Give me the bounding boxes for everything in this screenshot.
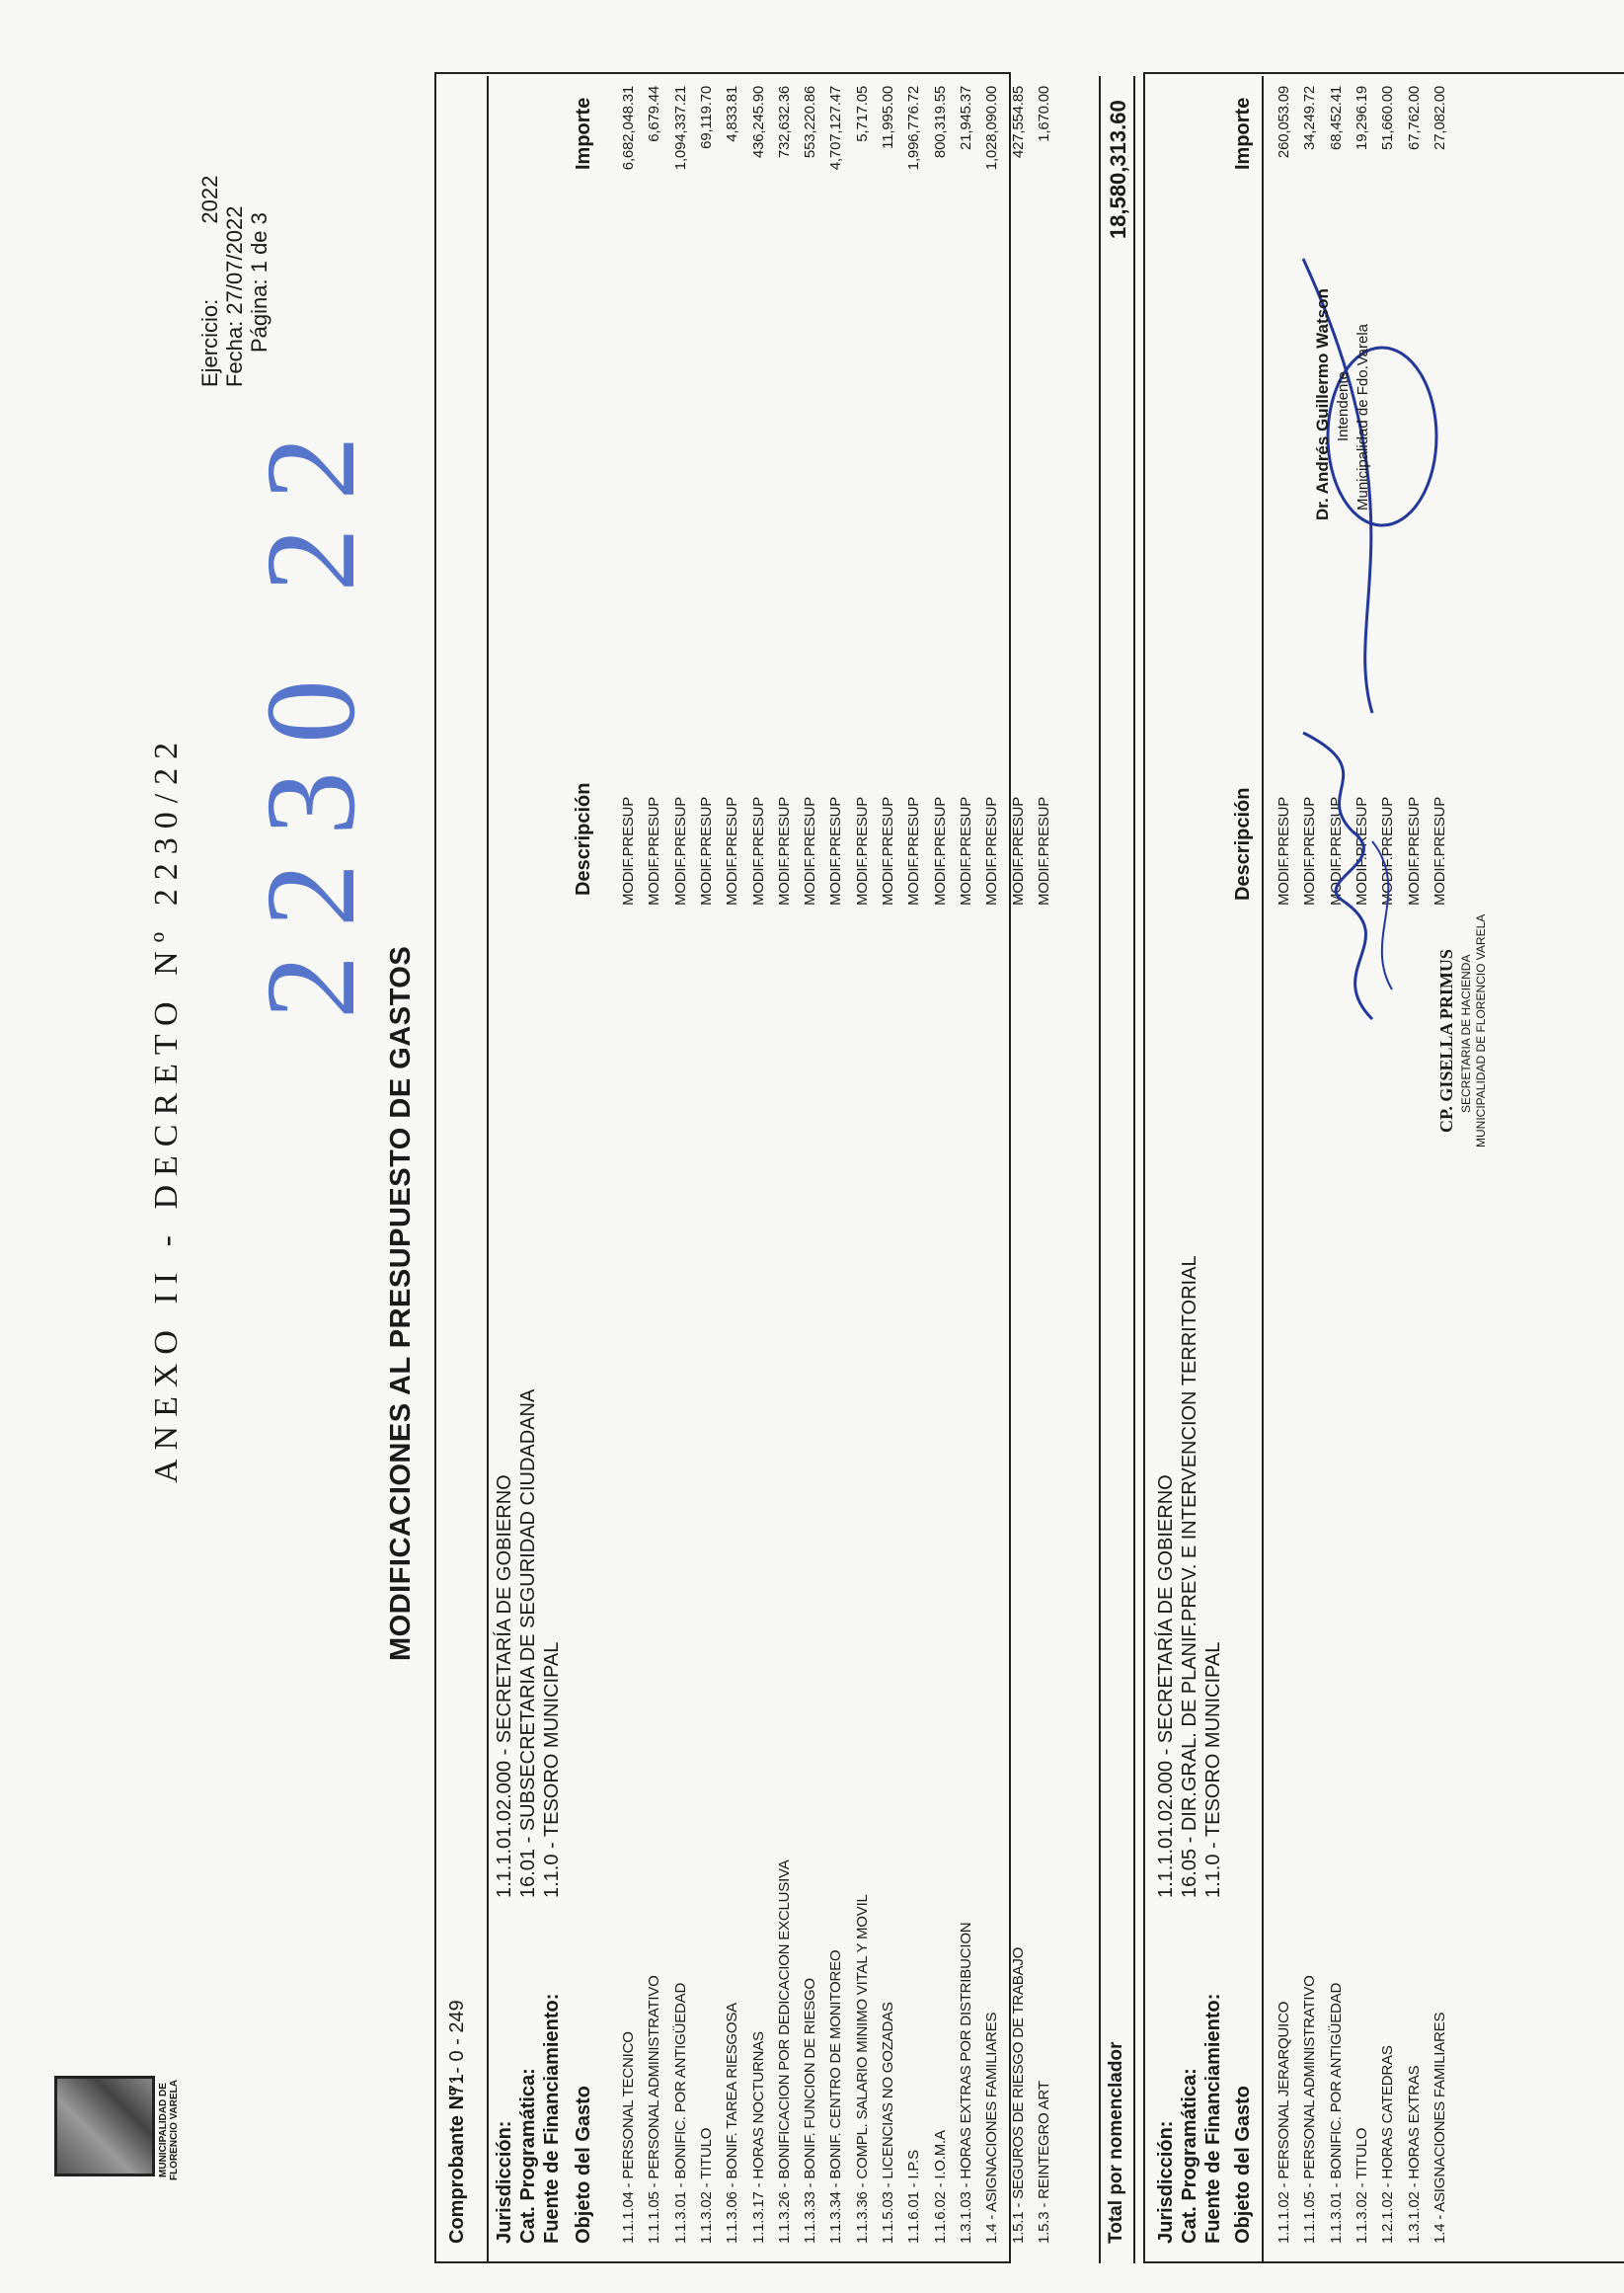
table-row-descripcion: MODIF.PRESUP [880, 796, 896, 906]
table-row-importe: 1,028,090.00 [983, 86, 1001, 171]
table-row-importe: 732,632.36 [775, 86, 793, 159]
table-row-objeto: 1.1.1.05 - PERSONAL ADMINISTRATIVO [646, 1975, 663, 2244]
table-row-descripcion: MODIF.PRESUP [1431, 796, 1448, 906]
table-row-objeto: 1.2.1.02 - HORAS CATEDRAS [1379, 2045, 1397, 2244]
pagina: Página: 1 de 3 [247, 212, 271, 353]
table-row-importe: 427,554.85 [1009, 86, 1027, 159]
table-row-importe: 800,319.55 [931, 86, 949, 159]
table-row-descripcion: MODIF.PRESUP [620, 796, 637, 906]
s2-importe-header: Importe [1232, 97, 1254, 170]
s1-jurisdiccion: 1.1.1.01.02.000 - SECRETARÍA DE GOBIERNO [494, 1474, 515, 1898]
s1-cat: 16.01 - SUBSECRETARIA DE SEGURIDAD CIUDADANA [517, 1388, 539, 1898]
table-row-objeto: 1.5.3 - REINTEGRO ART [1035, 2081, 1052, 2244]
table-row-descripcion: MODIF.PRESUP [724, 796, 741, 906]
table-row-objeto: 1.1.3.33 - BONIF. FUNCION DE RIESGO [802, 1978, 819, 2244]
table-row-objeto: 1.1.1.04 - PERSONAL TECNICO [620, 2031, 637, 2244]
table-row-descripcion: MODIF.PRESUP [775, 796, 793, 906]
table-row-objeto: 1.1.3.26 - BONIFICACION POR DEDICACION EXCLUSIVA [775, 1859, 793, 2244]
table-row-importe: 34,249.72 [1301, 86, 1319, 150]
s2-jurisdiccion: 1.1.1.01.02.000 - SECRETARÍA DE GOBIERNO [1155, 1474, 1177, 1898]
comprobante-label: Comprobante Nº : [446, 2076, 468, 2244]
table-row-importe: 68,452.41 [1327, 86, 1345, 150]
table-row-importe: 51,660.00 [1379, 86, 1397, 150]
total-label: Total por nomenclador [1106, 2041, 1126, 2244]
s1-importe-header: Importe [573, 97, 594, 170]
table-row-descripcion: MODIF.PRESUP [1353, 796, 1370, 906]
fecha: Fecha: 27/07/2022 [222, 205, 247, 387]
s2-cat: 16.05 - DIR.GRAL. DE PLANIF.PREV. E INTERVENCION TERRITORIAL [1179, 1255, 1200, 1898]
table-row-objeto: 1.1.5.03 - LICENCIAS NO GOZADAS [880, 2002, 896, 2244]
table-row-objeto: 1.4 - ASIGNACIONES FAMILIARES [1431, 2012, 1448, 2244]
table-row-objeto: 1.1.3.02 - TITULO [697, 2127, 715, 2244]
table-row-importe: 11,995.00 [880, 86, 896, 149]
table-row-objeto: 1.4 - ASIGNACIONES FAMILIARES [983, 2012, 1001, 2244]
table-row-objeto: 1.1.3.01 - BONIFIC. POR ANTIGÜEDAD [1327, 1982, 1345, 2244]
table-row-importe: 69,119.70 [697, 86, 715, 149]
table-row-importe: 1,670.00 [1035, 86, 1052, 142]
right-signature-role: Intendente [1335, 371, 1352, 441]
table-row-importe: 436,245.90 [749, 86, 767, 159]
ejercicio-value: 2022 [197, 175, 222, 224]
s2-fuente: 1.1.0 - TESORO MUNICIPAL [1202, 1641, 1224, 1898]
table-row-importe: 1,996,776.72 [905, 86, 923, 171]
table-row-importe: 5,717.05 [853, 86, 871, 142]
table-row-descripcion: MODIF.PRESUP [646, 796, 663, 906]
table-row-importe: 260,053.09 [1276, 86, 1292, 159]
table-row-importe: 67,762.00 [1405, 86, 1423, 150]
table-row-importe: 4,707,127.47 [827, 86, 845, 171]
table-row-descripcion: MODIF.PRESUP [1405, 796, 1423, 906]
table-row-importe: 6,679.44 [646, 86, 663, 142]
s2-fuente-label: Fuente de Financiamiento: [1202, 1993, 1224, 2244]
table-row-importe: 6,682,048.31 [620, 86, 637, 171]
left-signature-role: SECRETARIA DE HACIENDA [1459, 954, 1473, 1113]
table-row-descripcion: MODIF.PRESUP [1035, 796, 1052, 906]
table-row-objeto: 1.1.3.06 - BONIF. TAREA RIESGOSA [724, 2003, 741, 2244]
table-row-objeto: 1.3.1.03 - HORAS EXTRAS POR DISTRIBUCION [957, 1922, 974, 2244]
table-row-descripcion: MODIF.PRESUP [983, 796, 1001, 906]
s1-fuente: 1.1.0 - TESORO MUNICIPAL [541, 1641, 563, 1898]
right-signature-org: Municipalidad de Fdo.Varela [1354, 323, 1371, 511]
table-row-objeto: 1.5.1 - SEGUROS DE RIESGO DE TRABAJO [1009, 1946, 1027, 2244]
section1-box [434, 72, 1011, 2263]
table-row-objeto: 1.1.6.02 - I.O.M.A [931, 2130, 949, 2244]
s1-descripcion-header: Descripción [573, 782, 594, 896]
municipality-name: MUNICIPALIDAD DE FLORENCIO VARELA [158, 2079, 180, 2181]
table-row-descripcion: MODIF.PRESUP [749, 796, 767, 906]
table-row-importe: 4,833.81 [724, 86, 741, 142]
table-row-objeto: 1.1.3.36 - COMPL. SALARIO MINIMO VITAL Y MOVIL [853, 1894, 871, 2244]
table-row-importe: 553,220.86 [802, 86, 819, 159]
table-row-descripcion: MODIF.PRESUP [1009, 796, 1027, 906]
ejercicio-label: Ejercicio: [197, 298, 222, 387]
s1-jurisdiccion-label: Jurisdicción: [494, 2120, 515, 2244]
table-row-objeto: 1.1.3.02 - TITULO [1353, 2127, 1370, 2244]
left-signature-name: CP. GISELLA PRIMUS [1436, 949, 1456, 1133]
handwritten-decree-number: 2230 22 [240, 408, 382, 1019]
table-row-importe: 19,296.19 [1353, 86, 1370, 150]
table-row-descripcion: MODIF.PRESUP [671, 796, 689, 906]
page-title: MODIFICACIONES AL PRESUPUESTO DE GASTOS [385, 945, 417, 1661]
table-row-descripcion: MODIF.PRESUP [1301, 796, 1319, 906]
table-row-objeto: 1.1.1.05 - PERSONAL ADMINISTRATIVO [1301, 1975, 1319, 2244]
s1-cat-label: Cat. Programática: [517, 2068, 539, 2244]
table-row-importe: 1,094,337.21 [671, 86, 689, 171]
s2-cat-label: Cat. Programática: [1179, 2068, 1200, 2244]
s2-descripcion-header: Descripción [1232, 787, 1254, 901]
table-row-descripcion: MODIF.PRESUP [905, 796, 923, 906]
s1-fuente-label: Fuente de Financiamiento: [541, 1993, 563, 2244]
table-row-objeto: 1.1.6.01 - I.P.S [905, 2150, 923, 2244]
exercise-info [197, 176, 271, 387]
s2-objeto-header: Objeto del Gasto [1232, 2085, 1254, 2244]
table-row-objeto: 1.1.3.34 - BONIF. CENTRO DE MONITOREO [827, 1949, 845, 2244]
table-row-objeto: 1.1.3.01 - BONIFIC. POR ANTIGÜEDAD [671, 1982, 689, 2244]
s1-objeto-header: Objeto del Gasto [573, 2085, 594, 2244]
table-row-descripcion: MODIF.PRESUP [1327, 796, 1345, 906]
table-row-descripcion: MODIF.PRESUP [827, 796, 845, 906]
table-row-descripcion: MODIF.PRESUP [931, 796, 949, 906]
table-row-descripcion: MODIF.PRESUP [1379, 796, 1397, 906]
table-row-importe: 21,945.37 [957, 86, 974, 150]
annex-heading: ANEXO II - DECRETO Nº 2230/22 [148, 733, 185, 1483]
table-row-importe: 27,082.00 [1431, 86, 1448, 150]
table-row-descripcion: MODIF.PRESUP [802, 796, 819, 906]
right-signature-name: Dr. Andrés Guillermo Watson [1313, 288, 1332, 520]
s2-jurisdiccion-label: Jurisdicción: [1155, 2120, 1177, 2244]
total-value: 18,580,313.60 [1106, 100, 1130, 239]
table-row-descripcion: MODIF.PRESUP [853, 796, 871, 906]
table-row-objeto: 1.1.1.02 - PERSONAL JERARQUICO [1276, 2001, 1292, 2244]
table-row-descripcion: MODIF.PRESUP [1276, 796, 1292, 906]
comprobante-value: 71- 0 - 249 [446, 2000, 468, 2095]
table-row-descripcion: MODIF.PRESUP [957, 796, 974, 906]
left-signature-org: MUNICIPALIDAD DE FLORENCIO VARELA [1474, 913, 1488, 1147]
table-row-descripcion: MODIF.PRESUP [697, 796, 715, 906]
table-row-objeto: 1.3.1.02 - HORAS EXTRAS [1405, 2065, 1423, 2244]
municipal-crest-logo [54, 2076, 155, 2176]
table-row-objeto: 1.1.3.17 - HORAS NOCTURNAS [749, 2031, 767, 2244]
